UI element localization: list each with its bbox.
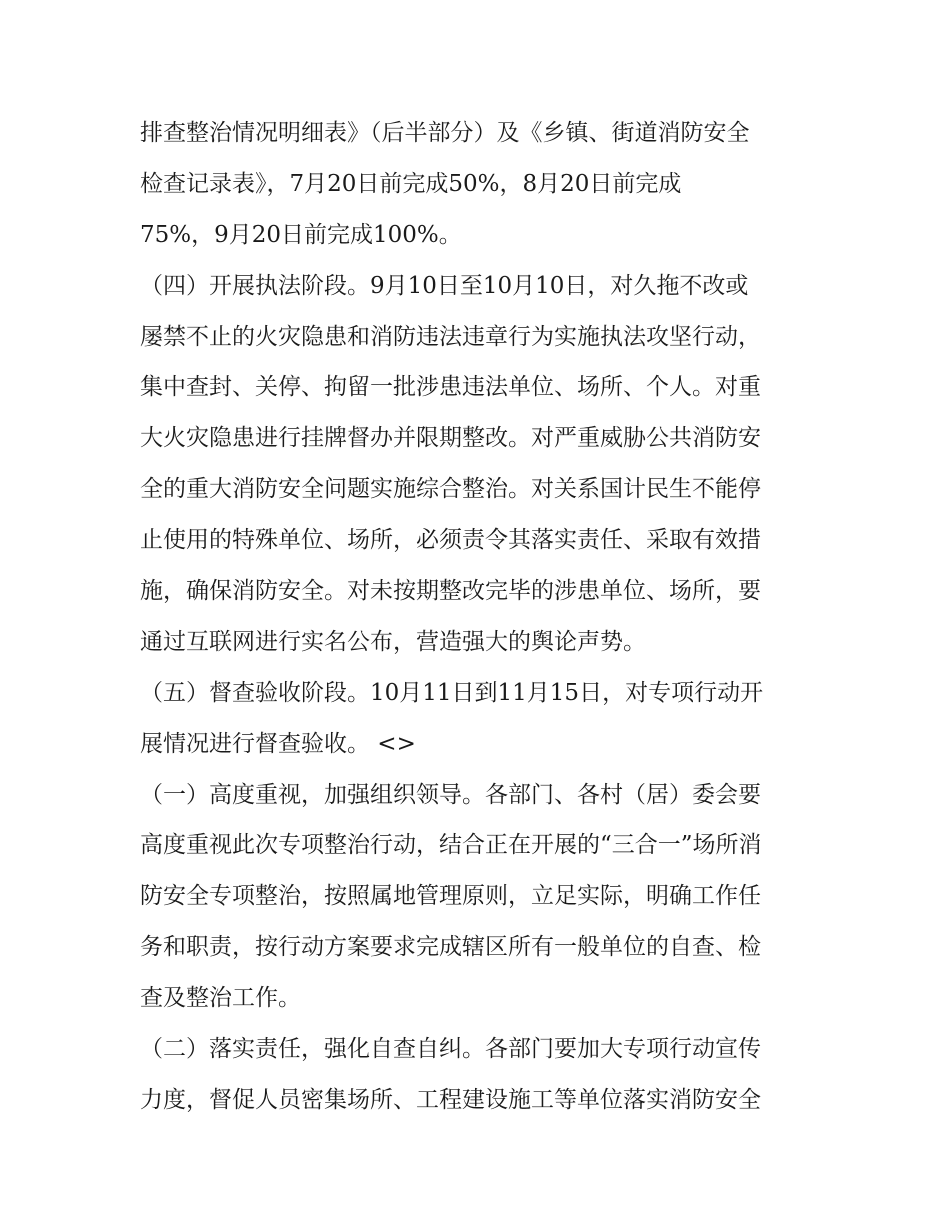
text-line: 集中查封、关停、拘留一批涉患违法单位、场所、个人。对重 (140, 374, 761, 401)
text-line: （四）开展执法阶段。9月10日至10月10日，对久拖不改或 (140, 272, 749, 299)
text-line: 高度重视此次专项整治行动，结合正在开展的“三合一”场所消 (140, 832, 762, 859)
text-line: 排查整治情况明细表》（后半部分）及《乡镇、街道消防安全 (140, 120, 750, 146)
text-line: （一）高度重视，加强组织领导。各部门、各村（居）委会要 (140, 781, 761, 808)
text-line: 屡禁不止的火灾隐患和消防违法违章行为实施执法攻坚行动， (140, 323, 761, 350)
text-line: 大火灾隐患进行挂牌督办并限期整改。对严重威胁公共消防安 (140, 425, 761, 452)
text-line: 施，确保消防安全。对未按期整改完毕的涉患单位、场所，要 (140, 578, 761, 605)
text-line: 务和职责，按行动方案要求完成辖区所有一般单位的自查、检 (140, 934, 761, 961)
text-line: 全的重大消防安全问题实施综合整治。对关系国计民生不能停 (140, 476, 761, 503)
document-body (140, 108, 830, 1126)
text-line: 75%，9月20日前完成100%。 (140, 221, 462, 248)
text-line: 检查记录表》，7月20日前完成50%，8月20日前完成 (140, 170, 682, 197)
text-line: （二）落实责任，强化自查自纠。各部门要加大专项行动宣传 (140, 1036, 761, 1063)
text-line: 通过互联网进行实名公布，营造强大的舆论声势。 (140, 628, 646, 655)
text-line: 查及整治工作。 (140, 985, 301, 1012)
text-line: 力度，督促人员密集场所、工程建设施工等单位落实消防安全 (140, 1086, 761, 1113)
text-line: 防安全专项整治，按照属地管理原则，立足实际，明确工作任 (140, 883, 761, 910)
text-line: 展情况进行督查验收。 <> (140, 730, 416, 757)
text-line: （五）督查验收阶段。10月11日到11月15日，对专项行动开 (140, 679, 764, 706)
text-line: 止使用的特殊单位、场所，必须责令其落实责任、采取有效措 (140, 527, 761, 554)
